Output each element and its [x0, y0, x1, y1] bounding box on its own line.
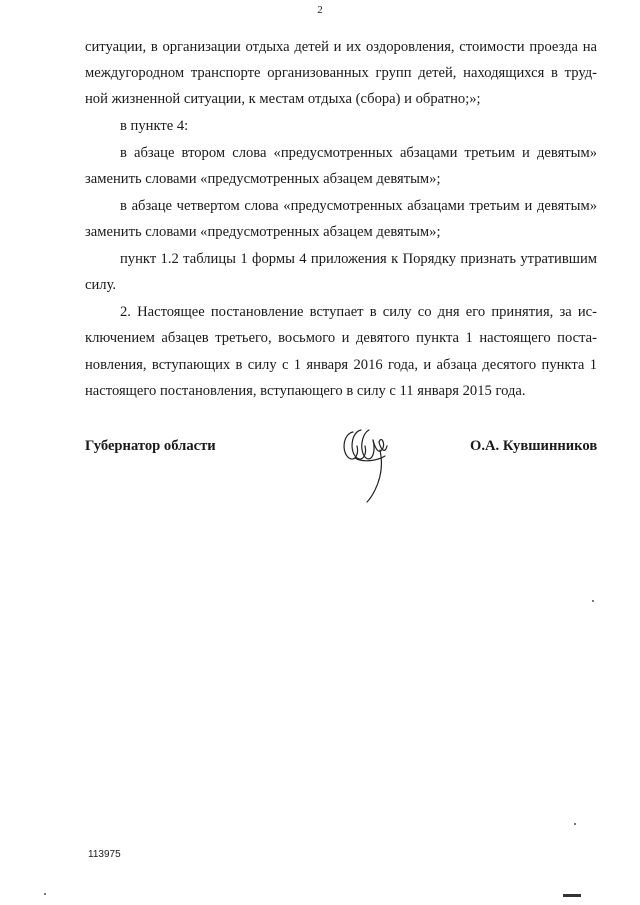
- scan-mark: [563, 894, 581, 897]
- body-line-3: ной жизненной ситуации, к местам отдыха (сбора) и обратно;»;: [85, 91, 481, 107]
- signer-title: Губернатор области: [85, 438, 216, 454]
- scan-speck: [574, 823, 576, 825]
- body-line-1: ситуации, в организации отдыха детей и их оздоровления, стоимости проезда на: [85, 39, 597, 55]
- body-line-11: 2. Настоящее постановление вступает в силу со дня его принятия, за ис-: [120, 304, 597, 320]
- scan-speck: [44, 893, 46, 895]
- body-line-4: в пункте 4:: [120, 118, 189, 134]
- body-line-9: пункт 1.2 таблицы 1 формы 4 приложения к Порядку признать утратившим: [120, 251, 597, 267]
- scan-speck: [592, 600, 594, 602]
- document-code: 113975: [88, 849, 121, 860]
- body-line-13: новления, вступающих в силу с 1 января 2016 года, и абзаца десятого пункта 1: [85, 357, 597, 373]
- signer-name: О.А. Кувшинников: [470, 438, 598, 454]
- body-line-8: заменить словами «предусмотренных абзацем девятым»;: [85, 224, 441, 240]
- handwritten-signature: [335, 418, 395, 508]
- body-line-10: силу.: [85, 277, 117, 293]
- body-line-2: междугородном транспорте организованных групп детей, находящихся в труд-: [85, 65, 597, 81]
- body-line-5: в абзаце втором слова «предусмотренных абзацами третьим и девятым»: [120, 145, 597, 161]
- body-line-7: в абзаце четвертом слова «предусмотренных абзацами третьим и девятым»: [120, 198, 597, 214]
- body-line-12: ключением абзацев третьего, восьмого и девятого пункта 1 настоящего поста-: [85, 330, 597, 346]
- page-number: 2: [317, 4, 323, 16]
- body-line-14: настоящего постановления, вступающего в силу с 11 января 2015 года.: [85, 383, 526, 399]
- body-line-6: заменить словами «предусмотренных абзацем девятым»;: [85, 171, 441, 187]
